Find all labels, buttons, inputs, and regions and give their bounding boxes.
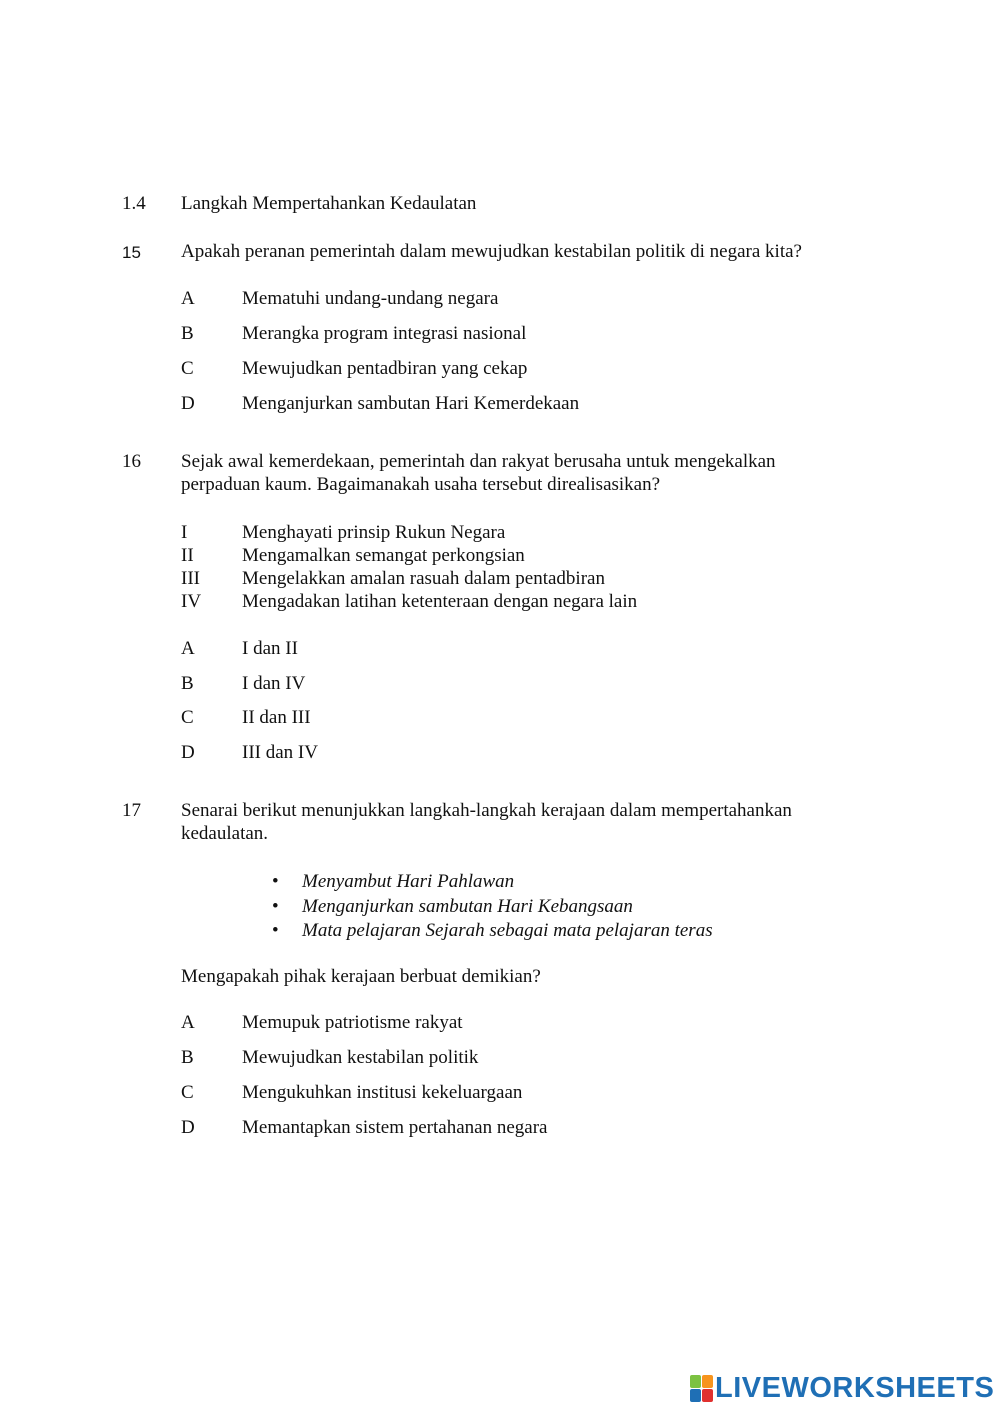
bullet-dot-icon: • <box>272 920 279 941</box>
logo-square-red <box>702 1389 713 1402</box>
q17-option-d-text[interactable]: Memantapkan sistem pertahanan negara <box>242 1117 548 1138</box>
q16-number: 16 <box>122 451 141 472</box>
q15-option-d-letter: D <box>181 393 195 414</box>
q17-option-c-letter: C <box>181 1082 194 1103</box>
q17-option-b-letter: B <box>181 1047 194 1068</box>
q17-bullet-1: Menyambut Hari Pahlawan <box>302 871 515 892</box>
q15-option-c-text[interactable]: Mewujudkan pentadbiran yang cekap <box>242 358 528 379</box>
q16-statement-2-text: Mengamalkan semangat perkongsian <box>242 545 525 566</box>
bullet-dot-icon: • <box>272 871 279 892</box>
q15-number: 15 <box>122 243 141 262</box>
q16-option-b-text[interactable]: I dan IV <box>242 673 306 694</box>
q16-statement-4-text: Mengadakan latihan ketenteraan dengan negara lain <box>242 591 638 612</box>
q16-option-a-text[interactable]: I dan II <box>242 638 298 659</box>
q15-option-d-text[interactable]: Menganjurkan sambutan Hari Kemerdekaan <box>242 393 580 414</box>
q15-option-a-text[interactable]: Mematuhi undang-undang negara <box>242 288 499 309</box>
logo-square-blue <box>690 1389 701 1402</box>
q16-statement-3-numeral: III <box>181 568 200 589</box>
bullet-dot-icon: • <box>272 896 279 917</box>
q17-option-d-letter: D <box>181 1117 195 1138</box>
q17-question: Mengapakah pihak kerajaan berbuat demikian? <box>181 966 541 987</box>
q16-statement-4-numeral: IV <box>181 591 202 612</box>
q17-number: 17 <box>122 800 141 821</box>
q16-statement-3-text: Mengelakkan amalan rasuah dalam pentadbiran <box>242 568 605 589</box>
q17-option-c-text[interactable]: Mengukuhkan institusi kekeluargaan <box>242 1082 523 1103</box>
q16-statement-1-numeral: I <box>181 522 188 543</box>
q17-option-b-text[interactable]: Mewujudkan kestabilan politik <box>242 1047 479 1068</box>
q17-bullet-2: Menganjurkan sambutan Hari Kebangsaan <box>302 896 633 917</box>
q16-stem-line1: Sejak awal kemerdekaan, pemerintah dan rakyat berusaha untuk mengekalkan <box>181 451 776 472</box>
liveworksheets-logo-icon <box>690 1375 712 1401</box>
q16-option-c-text[interactable]: II dan III <box>242 707 311 728</box>
liveworksheets-logo[interactable] <box>690 1371 994 1405</box>
section-title: Langkah Mempertahankan Kedaulatan <box>181 193 477 214</box>
q17-stem-line2: kedaulatan. <box>181 823 269 844</box>
section-number: 1.4 <box>122 193 146 214</box>
logo-square-green <box>690 1375 701 1388</box>
q16-statement-1-text: Menghayati prinsip Rukun Negara <box>242 522 506 543</box>
q15-option-a-letter: A <box>181 288 195 309</box>
q15-stem: Apakah peranan pemerintah dalam mewujudkan kestabilan politik di negara kita? <box>181 241 802 262</box>
q16-option-d-text[interactable]: III dan IV <box>242 742 318 763</box>
logo-square-orange <box>702 1375 713 1388</box>
q17-option-a-letter: A <box>181 1012 195 1033</box>
q16-option-a-letter: A <box>181 638 195 659</box>
q17-bullet-3: Mata pelajaran Sejarah sebagai mata pelajaran teras <box>302 920 713 941</box>
q15-option-b-letter: B <box>181 323 194 344</box>
q15-option-b-text[interactable]: Merangka program integrasi nasional <box>242 323 527 344</box>
logo-text: LIVEWORKSHEETS <box>715 1372 995 1404</box>
q17-option-a-text[interactable]: Memupuk patriotisme rakyat <box>242 1012 463 1033</box>
q16-statement-2-numeral: II <box>181 545 194 566</box>
q16-option-d-letter: D <box>181 742 195 763</box>
q16-option-b-letter: B <box>181 673 194 694</box>
q17-stem-line1: Senarai berikut menunjukkan langkah-langkah kerajaan dalam mempertahankan <box>181 800 792 821</box>
q15-option-c-letter: C <box>181 358 194 379</box>
q16-stem-line2: perpaduan kaum. Bagaimanakah usaha tersebut direalisasikan? <box>181 474 661 495</box>
q16-option-c-letter: C <box>181 707 194 728</box>
